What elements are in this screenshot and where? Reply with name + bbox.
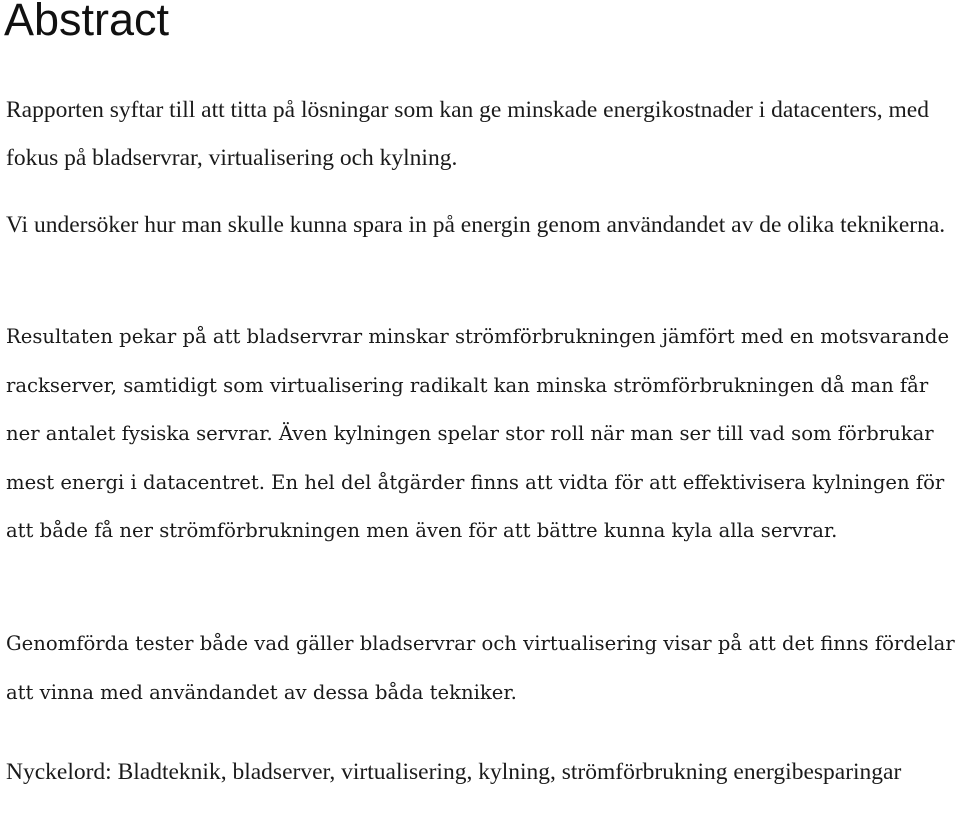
abstract-paragraph-method: Vi undersöker hur man skulle kunna spara in på energin genom användandet av de olika teknikerna. [6,212,946,238]
abstract-heading: Abstract [4,0,170,45]
abstract-paragraph-results: Resultaten pekar på att bladservrar minskar strömförbrukningen jämfört med en motsvarande rackserver, samtidigt som virtualisering radikalt kan minska strömförbrukningen då man får ner antalet fysiska servrar. Även kylningen spelar stor roll när man ser till vad som förbrukar mest energi i datacentret. En hel del åtgärder finns att vidta för att effektivisera kylningen för att både få ner strömförbrukningen men även för att bättre kunna kyla alla servrar. [6,325,950,542]
abstract-paragraph-tests: Genomförda tester både vad gäller bladservrar och virtualisering visar på att det finns fördelar att vinna med användandet av dessa båda tekniker. [6,632,955,704]
abstract-paragraph-purpose: Rapporten syftar till att titta på lösningar som kan ge minskade energikostnader i datacenters, med fokus på bladservrar, virtualisering och kylning. [6,97,929,171]
keywords-line: Nyckelord: Bladteknik, bladserver, virtualisering, kylning, strömförbrukning energibesparingar [6,759,902,785]
